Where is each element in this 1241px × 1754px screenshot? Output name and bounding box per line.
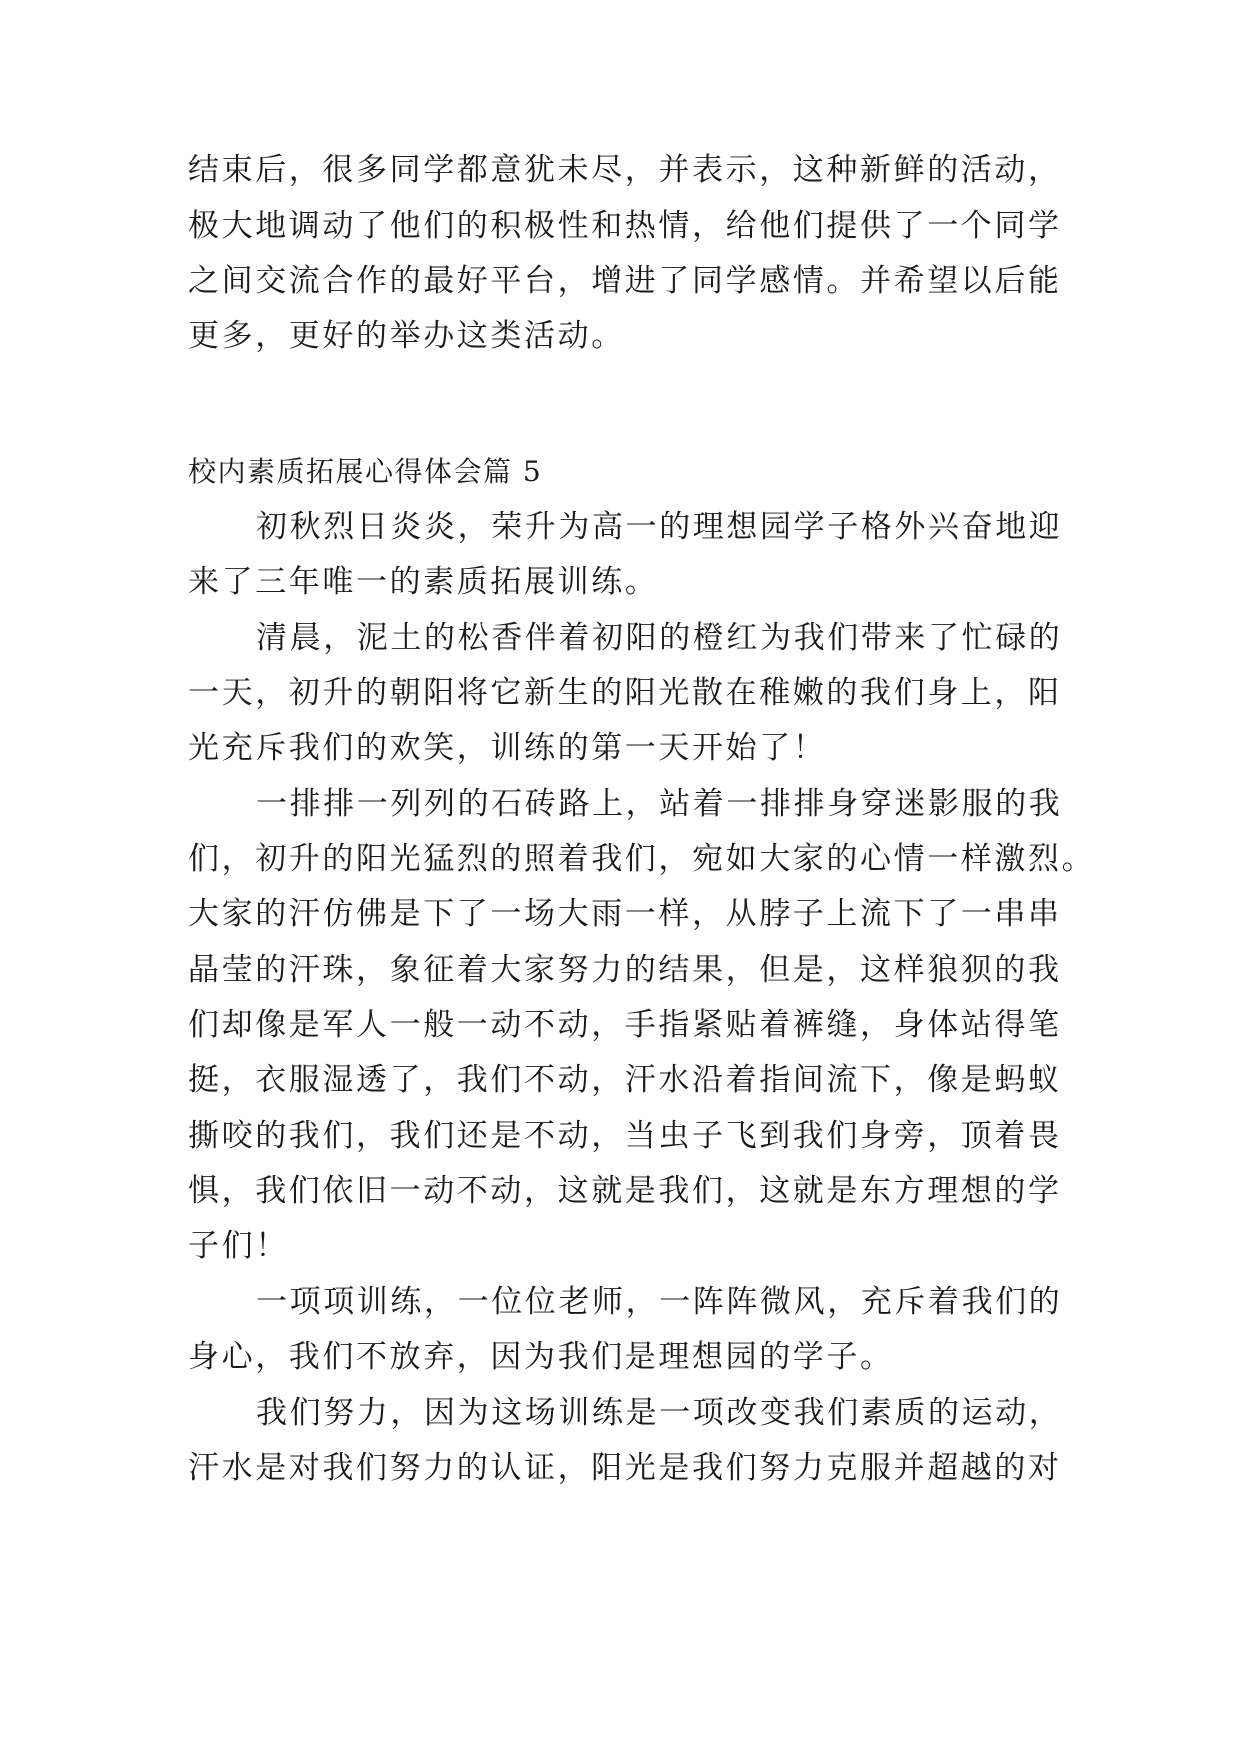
- paragraph-line: 极大地调动了他们的积极性和热情，给他们提供了一个同学: [188, 208, 1062, 244]
- section-heading: 校内素质拓展心得体会篇 5: [188, 455, 543, 488]
- paragraph-line: 一排排一列列的石砖路上，站着一排排身穿迷影服的我: [256, 786, 1063, 822]
- paragraph-line: 撕咬的我们，我们还是不动，当虫子飞到我们身旁，顶着畏: [188, 1118, 1062, 1154]
- paragraph-line: 更多，更好的举办这类活动。: [188, 318, 625, 354]
- paragraph-line: 结束后，很多同学都意犹未尽，并表示，这种新鲜的活动，: [188, 152, 1062, 188]
- paragraph-line: 汗水是对我们努力的认证，阳光是我们努力克服并超越的对: [188, 1450, 1062, 1486]
- paragraph-line: 光充斥我们的欢笑，训练的第一天开始了！: [188, 730, 827, 766]
- paragraph-line: 身心，我们不放弃，因为我们是理想园的学子。: [188, 1339, 894, 1375]
- paragraph-line: 清晨，泥土的松香伴着初阳的橙红为我们带来了忙碌的: [256, 620, 1063, 656]
- paragraph-line: 我们努力，因为这场训练是一项改变我们素质的运动，: [256, 1395, 1063, 1431]
- paragraph-line: 晶莹的汗珠，象征着大家努力的结果，但是，这样狼狈的我: [188, 952, 1062, 988]
- paragraph-line: 大家的汗仿佛是下了一场大雨一样，从脖子上流下了一串串: [188, 896, 1062, 932]
- paragraph-line: 们却像是军人一般一动不动，手指紧贴着裤缝，身体站得笔: [188, 1007, 1062, 1043]
- paragraph-line: 们，初升的阳光猛烈的照着我们，宛如大家的心情一样激烈。: [188, 841, 1096, 877]
- paragraph-line: 一项项训练，一位位老师，一阵阵微风，充斥着我们的: [256, 1284, 1063, 1320]
- paragraph-line: 一天，初升的朝阳将它新生的阳光散在稚嫩的我们身上，阳: [188, 675, 1062, 711]
- paragraph-line: 之间交流合作的最好平台，增进了同学感情。并希望以后能: [188, 263, 1062, 299]
- paragraph-line: 挺，衣服湿透了，我们不动，汗水沿着指间流下，像是蚂蚁: [188, 1062, 1062, 1098]
- paragraph-line: 子们！: [188, 1228, 289, 1264]
- paragraph-line: 惧，我们依旧一动不动，这就是我们，这就是东方理想的学: [188, 1173, 1062, 1209]
- paragraph-line: 初秋烈日炎炎，荣升为高一的理想园学子格外兴奋地迎: [256, 509, 1063, 545]
- paragraph-line: 来了三年唯一的素质拓展训练。: [188, 564, 659, 600]
